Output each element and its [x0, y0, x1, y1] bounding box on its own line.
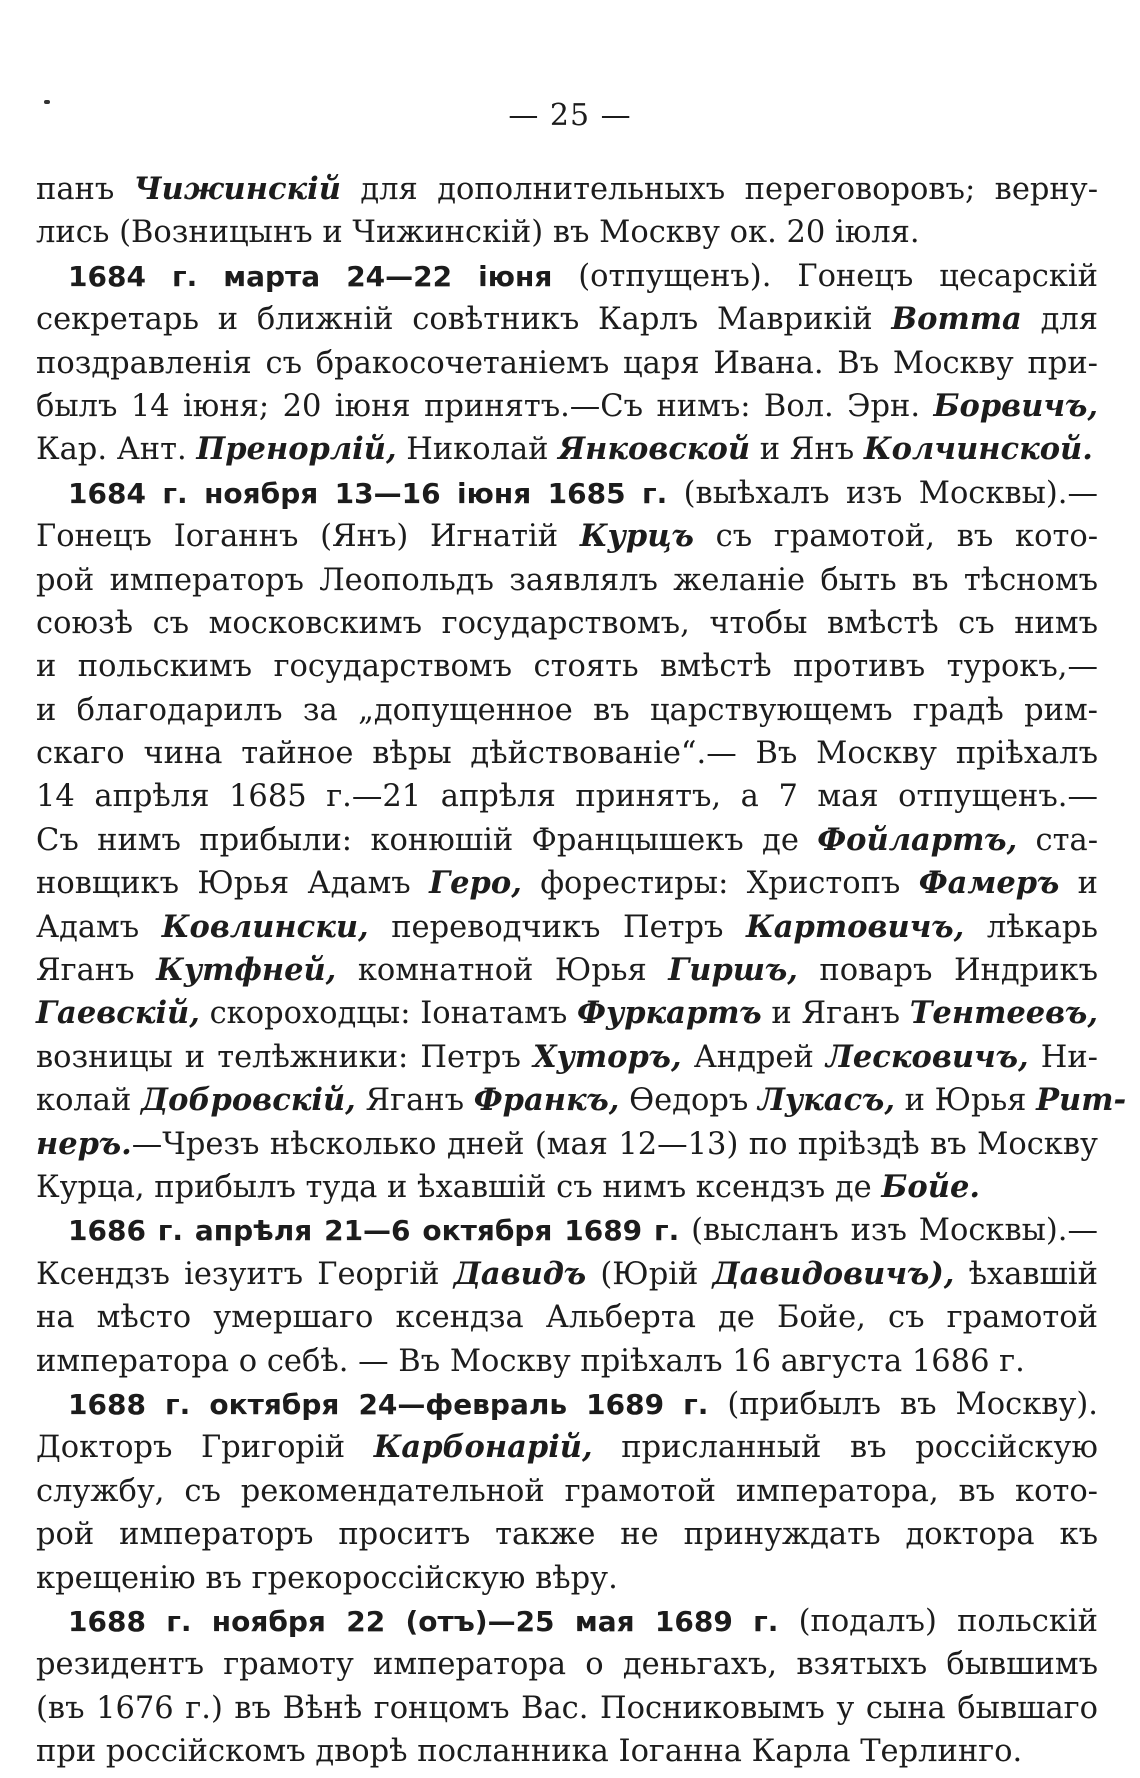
- text-line: [36, 1209, 1098, 1252]
- text-run: (высланъ изъ Москвы).—: [679, 1213, 1099, 1249]
- text-line: [36, 1340, 1098, 1383]
- text-line: [36, 732, 1098, 775]
- text-line: [36, 385, 1098, 428]
- text-run: Ѳедоръ: [619, 1083, 758, 1119]
- text-run: 14 апрѣля 1685 г.—21 апрѣля принятъ, а 7 мая отпущенъ.—: [36, 779, 1098, 815]
- text-line: [36, 1687, 1098, 1730]
- person-name: Добровскій,: [141, 1082, 356, 1119]
- text-run: (въ 1676 г.) въ Вѣнѣ гонцомъ Вас. Посниковымъ у сына бывшаго: [36, 1690, 1098, 1726]
- person-name: Пренорлій,: [196, 431, 397, 468]
- text-line: [36, 949, 1098, 992]
- text-line: [36, 906, 1098, 949]
- text-run: ѣхавшій: [954, 1256, 1098, 1292]
- person-name: Борвичъ,: [933, 387, 1098, 424]
- text-run: секретарь и ближній совѣтникъ Карлъ Маврикій: [36, 302, 892, 338]
- text-line: [36, 1470, 1098, 1513]
- text-line: [36, 819, 1098, 862]
- text-run: лись (Возницынъ и Чижинскій) въ Москву ок. 20 іюля.: [36, 215, 920, 251]
- body-text: [36, 168, 1127, 1773]
- text-run: комнатной Юрья: [336, 953, 669, 989]
- text-run: переводчикъ Петръ: [368, 909, 747, 945]
- text-line: [36, 255, 1098, 298]
- text-run: для дополнительныхъ переговоровъ; верну-: [340, 172, 1098, 207]
- text-run: присланный въ россійскую: [592, 1430, 1098, 1466]
- text-run: службу, съ рекомендательной грамотой императора, въ кото-: [36, 1473, 1098, 1509]
- person-name: Лукасъ,: [757, 1082, 895, 1119]
- person-name: Гаевскій,: [36, 995, 200, 1032]
- person-name: Фамеръ: [918, 865, 1060, 902]
- person-name: Гиршъ,: [668, 952, 798, 989]
- text-run: Яганъ: [355, 1083, 474, 1119]
- text-run: (выѣхалъ изъ Москвы).—: [667, 475, 1098, 511]
- text-line: [36, 689, 1098, 732]
- text-run: Ксендзъ іезуитъ Георгій: [36, 1256, 454, 1292]
- text-run: и Юрья: [894, 1083, 1037, 1119]
- person-name: неръ.: [36, 1125, 132, 1162]
- text-line: [36, 775, 1098, 818]
- text-run: возницы и телѣжники: Петръ: [36, 1039, 533, 1075]
- text-run: для: [1021, 302, 1099, 338]
- text-line: [36, 1383, 1098, 1426]
- text-run: Ни-: [1028, 1039, 1098, 1075]
- text-run: форестиры: Христопъ: [521, 866, 919, 902]
- text-run: Съ нимъ прибыли: конюшій Францышекъ де: [36, 822, 818, 858]
- person-name: Янковской: [558, 431, 751, 468]
- text-run: на мѣсто умершаго ксендза Альберта де Бойе, съ грамотой: [36, 1300, 1098, 1336]
- text-line: [36, 992, 1098, 1035]
- text-line: [36, 602, 1098, 645]
- text-run: ста-: [1017, 822, 1099, 858]
- person-name: Фуркартъ: [577, 995, 762, 1032]
- person-name: Ковлински,: [161, 908, 369, 945]
- text-run: поздравленія съ бракосочетаніемъ царя Ивана. Въ Москву при-: [36, 345, 1098, 381]
- text-line: [36, 1166, 1098, 1209]
- text-run: Андрей: [681, 1039, 826, 1075]
- text-run: Кар. Ант.: [36, 432, 197, 468]
- text-line: [36, 211, 1098, 254]
- text-line: [36, 862, 1098, 905]
- text-run: резидентъ грамоту императора о деньгахъ, взятыхъ бывшимъ: [36, 1647, 1098, 1683]
- text-run: колай: [36, 1083, 142, 1119]
- text-run: —Чрезъ нѣсколько дней (мая 12—13) по пріѣздѣ въ Москву: [131, 1126, 1098, 1162]
- person-name: Бойе.: [881, 1168, 980, 1205]
- text-run: Гонецъ Іоганнъ (Янъ) Игнатій: [36, 519, 580, 555]
- text-run: (Юрій: [586, 1256, 713, 1292]
- text-run: и благодарилъ за „допущенное въ царствующемъ градѣ рим-: [36, 692, 1098, 728]
- text-line: [36, 472, 1098, 515]
- page-number: — 25 —: [508, 98, 632, 133]
- person-name: Картовичъ,: [746, 908, 965, 945]
- date-heading: 1688 г. ноября 22 (отъ)—25 мая 1689 г.: [68, 1604, 779, 1638]
- person-name: Давидъ: [453, 1255, 587, 1292]
- text-line: [36, 645, 1098, 688]
- text-run: (прибылъ въ Москву).: [708, 1386, 1098, 1422]
- text-run: Курца, прибылъ туда и ѣхавшій съ нимъ ксендзъ де: [36, 1169, 882, 1205]
- text-run: и Яганъ: [761, 996, 910, 1032]
- person-name: Колчинской.: [863, 431, 1093, 468]
- text-run: и: [1059, 866, 1099, 902]
- text-run: союзѣ съ московскимъ государствомъ, чтобы вмѣстѣ съ нимъ: [36, 605, 1098, 641]
- text-line: [36, 1253, 1098, 1296]
- person-name: Геро,: [429, 865, 522, 902]
- person-name: Карбонарій,: [373, 1429, 593, 1466]
- text-run: былъ 14 іюня; 20 іюня принятъ.—Съ нимъ: Вол. Эрн.: [36, 388, 934, 424]
- text-run: панъ: [36, 172, 134, 207]
- text-line: [36, 342, 1098, 385]
- date-heading: 1686 г. апрѣля 21—6 октября 1689 г.: [68, 1214, 680, 1248]
- text-line: [36, 1036, 1098, 1079]
- date-heading: 1684 г. ноября 13—16 іюня 1685 г.: [68, 476, 668, 510]
- person-name: Фойлартъ,: [817, 821, 1018, 858]
- person-name: Чижинскій: [133, 171, 341, 207]
- person-name: Хуторъ,: [532, 1038, 682, 1075]
- text-line: [36, 1296, 1098, 1339]
- person-name: Франкъ,: [473, 1082, 620, 1119]
- text-line: [36, 1600, 1098, 1643]
- text-run: и Янъ: [750, 432, 864, 468]
- text-run: Яганъ: [36, 953, 157, 989]
- text-run: поваръ Индрикъ: [797, 953, 1098, 989]
- person-name: Вотта: [891, 301, 1022, 338]
- text-line: [36, 1730, 1098, 1773]
- person-name: Рит-: [1036, 1082, 1127, 1119]
- text-line: [36, 1643, 1098, 1686]
- text-run: (подалъ) польскій: [778, 1603, 1098, 1639]
- person-name: Кутфней,: [156, 952, 337, 989]
- text-line: [36, 298, 1098, 341]
- text-line: [36, 168, 1098, 211]
- date-heading: 1684 г. марта 24—22 іюня: [68, 259, 553, 293]
- text-run: Докторъ Григорій: [36, 1430, 374, 1466]
- text-run: скаго чина тайное вѣры дѣйствованіе“.— Въ Москву пріѣхалъ: [36, 736, 1098, 772]
- text-line: [36, 515, 1098, 558]
- text-run: и польскимъ государствомъ стоять вмѣстѣ противъ турокъ,—: [36, 649, 1098, 685]
- text-line: [36, 559, 1098, 602]
- text-line: [36, 1513, 1098, 1556]
- text-run: рой императоръ Леопольдъ заявлялъ желаніе быть въ тѣсномъ: [36, 562, 1098, 598]
- text-run: съ грамотой, въ кото-: [693, 519, 1098, 555]
- person-name: Лесковичъ,: [825, 1038, 1029, 1075]
- person-name: Курцъ: [579, 518, 694, 555]
- text-run: лѣкарь: [964, 909, 1098, 945]
- person-name: Давидовичъ),: [712, 1255, 955, 1292]
- text-run: Адамъ: [36, 909, 162, 945]
- text-line: [36, 428, 1098, 471]
- text-run: новщикъ Юрья Адамъ: [36, 866, 430, 902]
- text-run: рой императоръ проситъ также не принуждать доктора къ: [36, 1517, 1098, 1553]
- text-run: скороходцы: Іонатамъ: [199, 996, 578, 1032]
- date-heading: 1688 г. октября 24—февраль 1689 г.: [68, 1387, 709, 1421]
- text-run: при россійскомъ дворѣ посланника Іоганна Карла Терлинго.: [36, 1734, 1023, 1770]
- text-run: (отпущенъ). Гонецъ цесарскій: [552, 258, 1098, 294]
- text-line: [36, 1557, 1098, 1600]
- person-name: Тентеевъ,: [909, 995, 1098, 1032]
- text-run: крещенію въ грекороссійскую вѣру.: [36, 1560, 618, 1596]
- text-line: [36, 1079, 1127, 1122]
- text-run: императора о себѣ. — Въ Москву пріѣхалъ 16 августа 1686 г.: [36, 1343, 1025, 1379]
- text-line: [36, 1426, 1098, 1469]
- text-line: [36, 1123, 1098, 1166]
- text-run: Николай: [396, 432, 559, 468]
